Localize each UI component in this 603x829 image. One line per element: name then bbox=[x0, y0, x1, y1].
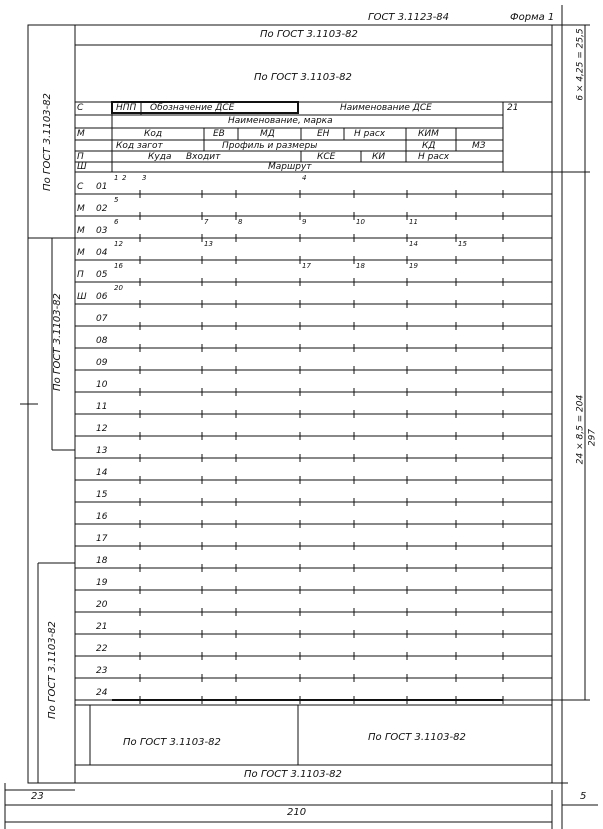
position-marker: 19 bbox=[409, 262, 418, 270]
hb-prefix-m: М bbox=[77, 129, 85, 139]
ref-bottom-right: По ГОСТ 3.1103-82 bbox=[368, 732, 466, 743]
hb-en: ЕН bbox=[317, 129, 330, 139]
row-prefix: С bbox=[77, 182, 84, 192]
row-number: 22 bbox=[96, 644, 108, 654]
position-marker: 13 bbox=[204, 240, 213, 248]
row-prefix: Ш bbox=[77, 292, 87, 302]
ref-top-2: По ГОСТ 3.1103-82 bbox=[254, 72, 352, 83]
position-marker: 9 bbox=[302, 218, 307, 226]
row-number: 05 bbox=[96, 270, 108, 280]
hb-code: Код bbox=[144, 129, 163, 139]
position-marker: 2 bbox=[122, 174, 127, 182]
row-number: 15 bbox=[96, 490, 108, 500]
position-marker: 5 bbox=[114, 196, 119, 204]
form-label: Форма 1 bbox=[510, 12, 555, 23]
ref-top-1: По ГОСТ 3.1103-82 bbox=[260, 29, 358, 40]
hb-profile: Профиль и размеры bbox=[222, 141, 318, 151]
row-number: 20 bbox=[96, 600, 108, 610]
dim-left: 23 bbox=[31, 791, 44, 802]
row-number: 23 bbox=[96, 666, 108, 676]
hb-prefix-p: П bbox=[77, 152, 84, 162]
hb-nrash: Н расх bbox=[354, 129, 386, 139]
hb-md: МД bbox=[260, 129, 275, 139]
position-marker: 7 bbox=[204, 218, 209, 226]
hb-material: Наименование, марка bbox=[228, 116, 333, 126]
position-marker: 4 bbox=[302, 174, 307, 182]
ref-bottom: По ГОСТ 3.1103-82 bbox=[244, 769, 342, 780]
side-ref-1: По ГОСТ 3.1103-82 bbox=[42, 93, 53, 191]
position-marker: 6 bbox=[114, 218, 119, 226]
row-number: 02 bbox=[96, 204, 108, 214]
position-marker: 3 bbox=[142, 174, 147, 182]
row-number: 10 bbox=[96, 380, 108, 390]
hb-kuda: Куда bbox=[148, 152, 172, 162]
row-number: 03 bbox=[96, 226, 108, 236]
hb-name: Наименование ДСЕ bbox=[340, 103, 432, 113]
side-ref-2: По ГОСТ 3.1103-82 bbox=[52, 293, 63, 391]
position-marker: 17 bbox=[302, 262, 311, 270]
position-marker: 18 bbox=[356, 262, 365, 270]
dim-height: 297 bbox=[587, 428, 598, 447]
row-number: 16 bbox=[96, 512, 108, 522]
hb-nrash-2: Н расх bbox=[418, 152, 450, 162]
position-marker: 12 bbox=[114, 240, 123, 248]
row-number: 04 bbox=[96, 248, 108, 258]
side-ref-3: По ГОСТ 3.1103-82 bbox=[47, 621, 58, 719]
row-number: 24 bbox=[96, 688, 108, 698]
position-marker: 20 bbox=[114, 284, 123, 292]
hb-code-zagot: Код загот bbox=[116, 141, 163, 151]
row-number: 06 bbox=[96, 292, 108, 302]
row-number: 01 bbox=[96, 182, 108, 192]
row-prefix: П bbox=[77, 270, 84, 280]
position-marker: 10 bbox=[356, 218, 365, 226]
row-number: 19 bbox=[96, 578, 108, 588]
row-number: 17 bbox=[96, 534, 108, 544]
row-prefix: М bbox=[77, 226, 85, 236]
dim-top: 6 × 4,25 = 25,5 bbox=[575, 28, 586, 101]
hb-mz: МЗ bbox=[472, 141, 486, 151]
row-prefix: М bbox=[77, 204, 85, 214]
row-number: 07 bbox=[96, 314, 108, 324]
hb-prefix-c: С bbox=[77, 103, 84, 113]
dim-width: 210 bbox=[287, 807, 307, 818]
row-number: 09 bbox=[96, 358, 108, 368]
row-prefix: М bbox=[77, 248, 85, 258]
row-number: 21 bbox=[96, 622, 108, 632]
dim-right: 5 bbox=[580, 791, 587, 802]
position-marker: 1 bbox=[114, 174, 119, 182]
position-marker: 14 bbox=[409, 240, 418, 248]
position-marker: 15 bbox=[458, 240, 467, 248]
ref-bottom-left: По ГОСТ 3.1103-82 bbox=[123, 737, 221, 748]
row-number: 14 bbox=[96, 468, 108, 478]
row-number: 11 bbox=[96, 402, 108, 412]
hb-route: Маршрут bbox=[268, 162, 312, 172]
position-marker: 11 bbox=[409, 218, 418, 226]
standard-number: ГОСТ 3.1123-84 bbox=[368, 12, 450, 23]
hb-npp: НПП bbox=[116, 103, 137, 113]
hb-kim: КИМ bbox=[418, 129, 439, 139]
dim-rows: 24 × 8,5 = 204 bbox=[575, 394, 586, 465]
row-number: 12 bbox=[96, 424, 108, 434]
row-number: 08 bbox=[96, 336, 108, 346]
position-marker: 8 bbox=[238, 218, 243, 226]
row-number: 13 bbox=[96, 446, 108, 456]
hb-ki: КИ bbox=[372, 152, 386, 162]
row-number: 18 bbox=[96, 556, 108, 566]
hb-prefix-sh: Ш bbox=[77, 162, 87, 172]
position-marker: 16 bbox=[114, 262, 123, 270]
hb-vhodit: Входит bbox=[186, 152, 221, 162]
hb-kd: КД bbox=[422, 141, 436, 151]
hb-designation: Обозначение ДСЕ bbox=[150, 103, 235, 113]
hb-kse: КСЕ bbox=[317, 152, 336, 162]
hb-num-21: 21 bbox=[507, 103, 519, 113]
hb-ev: ЕВ bbox=[213, 129, 225, 139]
